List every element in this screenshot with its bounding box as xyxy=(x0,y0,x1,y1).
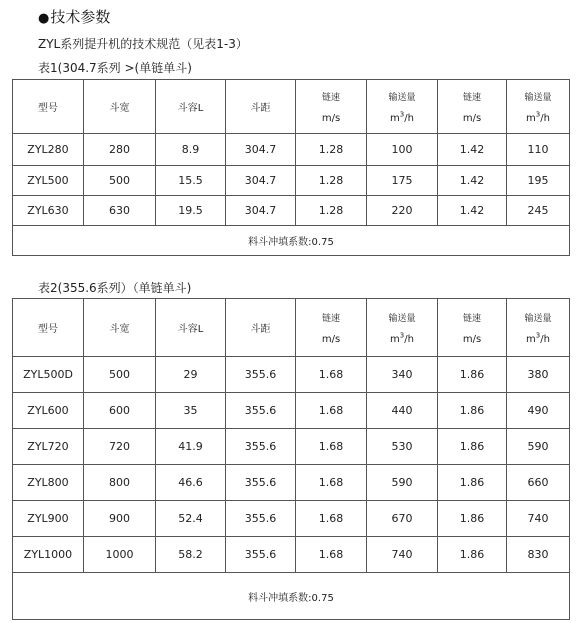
table-cell: ZYL1000 xyxy=(13,537,84,573)
table-cell: 1.68 xyxy=(296,393,367,429)
table-cell: ZYL500 xyxy=(13,166,84,196)
section-heading xyxy=(38,6,110,27)
table-cell: 530 xyxy=(367,429,438,465)
unit-superscript: 3 xyxy=(399,331,405,340)
table-cell: 29 xyxy=(156,357,226,393)
column-header-label: 输送量 xyxy=(388,92,416,103)
table-row xyxy=(13,393,570,429)
table-row xyxy=(13,166,570,196)
column-header xyxy=(84,80,156,134)
table-cell: 340 xyxy=(367,357,438,393)
note-row xyxy=(13,226,570,256)
table-row xyxy=(13,429,570,465)
table-cell: 304.7 xyxy=(226,196,296,226)
table-cell: ZYL600 xyxy=(13,393,84,429)
table-cell: 1.68 xyxy=(296,501,367,537)
table-row xyxy=(13,196,570,226)
table-row xyxy=(13,357,570,393)
unit-base: m xyxy=(390,112,400,124)
column-header-label: 型号 xyxy=(38,103,58,114)
unit-base: m/s xyxy=(321,112,341,124)
column-header-unit xyxy=(296,334,366,345)
unit-superscript: 3 xyxy=(399,110,405,119)
column-header xyxy=(507,80,570,134)
column-header xyxy=(296,80,367,134)
column-header xyxy=(13,299,84,357)
unit-rest: /h xyxy=(404,112,414,124)
note-row xyxy=(13,573,570,620)
table-cell: 41.9 xyxy=(156,429,226,465)
header-row xyxy=(13,299,570,357)
table-row xyxy=(13,465,570,501)
table-cell: 830 xyxy=(507,537,570,573)
table-cell: 195 xyxy=(507,166,570,196)
column-header-unit xyxy=(438,113,506,124)
table-cell: ZYL720 xyxy=(13,429,84,465)
column-header-unit xyxy=(367,331,437,345)
unit-superscript: 3 xyxy=(535,331,541,340)
table-cell: 630 xyxy=(84,196,156,226)
column-header-unit xyxy=(367,110,437,124)
table-cell: 800 xyxy=(84,465,156,501)
column-header xyxy=(226,80,296,134)
table-cell: 1.68 xyxy=(296,357,367,393)
table-cell: ZYL900 xyxy=(13,501,84,537)
table-cell: ZYL800 xyxy=(13,465,84,501)
unit-rest: /h xyxy=(404,333,414,345)
table-cell: 670 xyxy=(367,501,438,537)
table-cell: 1.86 xyxy=(438,537,507,573)
table-cell: 355.6 xyxy=(226,501,296,537)
column-header xyxy=(367,299,438,357)
bullet-icon: ● xyxy=(38,11,50,26)
unit-base: m/s xyxy=(321,333,341,345)
column-header-label: 输送量 xyxy=(388,313,416,324)
column-header xyxy=(367,80,438,134)
table-cell: 1.86 xyxy=(438,465,507,501)
column-header xyxy=(84,299,156,357)
column-header-label: 斗容L xyxy=(177,103,204,114)
table-row xyxy=(13,537,570,573)
table-cell: 19.5 xyxy=(156,196,226,226)
table-cell: 660 xyxy=(507,465,570,501)
table-cell: ZYL500D xyxy=(13,357,84,393)
table-cell: 900 xyxy=(84,501,156,537)
column-header xyxy=(296,299,367,357)
spec-table-2 xyxy=(12,298,570,620)
column-header-label: 链速 xyxy=(462,92,481,103)
column-header xyxy=(438,80,507,134)
unit-base: m xyxy=(526,333,536,345)
table-cell: 500 xyxy=(84,357,156,393)
unit-base: m/s xyxy=(462,112,482,124)
table-cell: ZYL630 xyxy=(13,196,84,226)
unit-rest: /h xyxy=(540,112,550,124)
column-header xyxy=(13,80,84,134)
column-header-label: 斗距 xyxy=(250,324,271,335)
table-cell: 1.28 xyxy=(296,134,367,166)
header-row xyxy=(13,80,570,134)
table-cell: 304.7 xyxy=(226,166,296,196)
table-cell: 355.6 xyxy=(226,537,296,573)
table-cell: 1.68 xyxy=(296,465,367,501)
unit-superscript: 3 xyxy=(535,110,541,119)
table-cell: 304.7 xyxy=(226,134,296,166)
column-header-label: 斗宽 xyxy=(109,103,130,114)
table-cell: 720 xyxy=(84,429,156,465)
table-cell: 500 xyxy=(84,166,156,196)
table-cell: 600 xyxy=(84,393,156,429)
spec-subtitle: ZYL系列提升机的技术规范（见表1-3） xyxy=(38,37,248,51)
unit-base: m/s xyxy=(462,333,482,345)
table2-caption: 表2(355.6系列）（单链单斗) xyxy=(38,281,192,295)
column-header-label: 链速 xyxy=(462,313,481,324)
table-cell: 8.9 xyxy=(156,134,226,166)
table-cell: 1.28 xyxy=(296,166,367,196)
column-header-unit xyxy=(507,331,569,345)
table-cell: 35 xyxy=(156,393,226,429)
column-header-label: 链速 xyxy=(321,313,340,324)
table-row xyxy=(13,501,570,537)
table-cell: 355.6 xyxy=(226,465,296,501)
table-cell: ZYL280 xyxy=(13,134,84,166)
table-cell: 46.6 xyxy=(156,465,226,501)
column-header xyxy=(226,299,296,357)
table-cell: 355.6 xyxy=(226,393,296,429)
column-header-label: 斗距 xyxy=(250,103,271,114)
table-cell: 220 xyxy=(367,196,438,226)
table-cell: 1000 xyxy=(84,537,156,573)
table-cell: 1.86 xyxy=(438,501,507,537)
column-header-label: 型号 xyxy=(38,324,58,335)
column-header xyxy=(438,299,507,357)
column-header-label: 斗容L xyxy=(177,324,204,335)
unit-rest: /h xyxy=(540,333,550,345)
fill-coefficient-note: 料斗冲填系数:0.75 xyxy=(13,573,570,620)
table-cell: 1.42 xyxy=(438,166,507,196)
table-cell: 1.42 xyxy=(438,134,507,166)
column-header-label: 斗宽 xyxy=(109,324,130,335)
section-heading-text: 技术参数 xyxy=(50,8,111,26)
table-cell: 15.5 xyxy=(156,166,226,196)
table-cell: 590 xyxy=(367,465,438,501)
table-cell: 740 xyxy=(507,501,570,537)
table-cell: 52.4 xyxy=(156,501,226,537)
table-cell: 1.86 xyxy=(438,393,507,429)
table-row xyxy=(13,134,570,166)
column-header-unit xyxy=(507,110,569,124)
column-header-label: 输送量 xyxy=(524,92,552,103)
table-cell: 1.86 xyxy=(438,429,507,465)
table-cell: 380 xyxy=(507,357,570,393)
table-cell: 100 xyxy=(367,134,438,166)
column-header xyxy=(507,299,570,357)
table-cell: 245 xyxy=(507,196,570,226)
fill-coefficient-note: 料斗冲填系数:0.75 xyxy=(13,226,570,256)
table-cell: 590 xyxy=(507,429,570,465)
table-cell: 110 xyxy=(507,134,570,166)
column-header-label: 输送量 xyxy=(524,313,552,324)
spec-table-1 xyxy=(12,79,570,256)
column-header-unit xyxy=(438,334,506,345)
unit-base: m xyxy=(526,112,536,124)
table-cell: 440 xyxy=(367,393,438,429)
table-cell: 355.6 xyxy=(226,357,296,393)
table-cell: 740 xyxy=(367,537,438,573)
table-cell: 1.68 xyxy=(296,537,367,573)
table-cell: 1.42 xyxy=(438,196,507,226)
column-header xyxy=(156,80,226,134)
table-cell: 1.68 xyxy=(296,429,367,465)
table-cell: 1.28 xyxy=(296,196,367,226)
table1-caption: 表1(304.7系列 >(单链单斗) xyxy=(38,61,192,75)
table-cell: 280 xyxy=(84,134,156,166)
table-cell: 58.2 xyxy=(156,537,226,573)
table-cell: 355.6 xyxy=(226,429,296,465)
unit-base: m xyxy=(390,333,400,345)
table-cell: 175 xyxy=(367,166,438,196)
column-header-label: 链速 xyxy=(321,92,340,103)
table-cell: 490 xyxy=(507,393,570,429)
column-header xyxy=(156,299,226,357)
column-header-unit xyxy=(296,113,366,124)
table-cell: 1.86 xyxy=(438,357,507,393)
